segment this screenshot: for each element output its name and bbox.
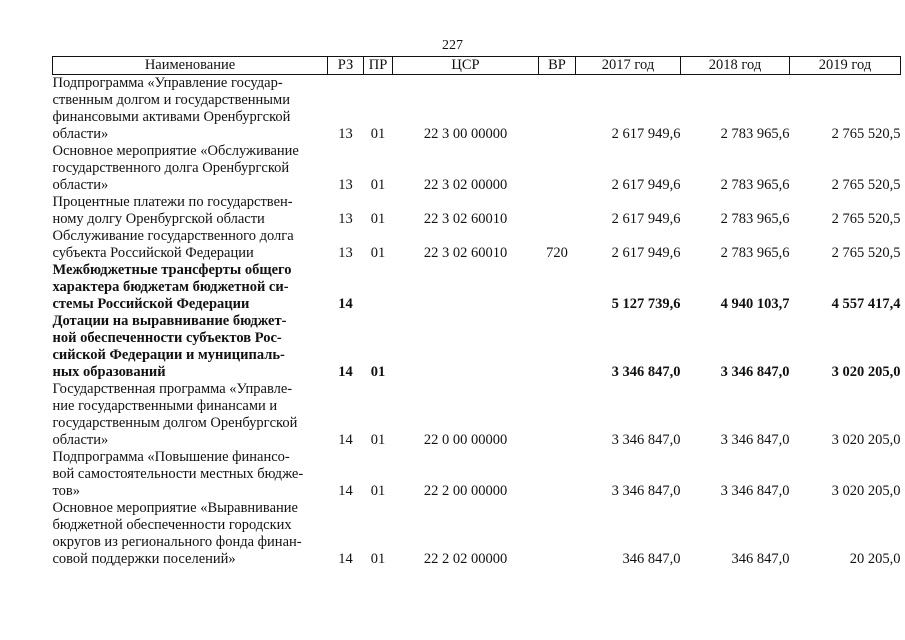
row-name: Дотации на выравнивание бюджет- ной обеспеченности субъектов Рос- сийской Федерации и муниципаль- ных образований	[52, 313, 287, 380]
row-rz: 13	[338, 177, 353, 193]
row-name: Подпрограмма «Управление государ- ственным долгом и государственными финансовыми активами Оренбургской области»	[52, 75, 291, 142]
row-2018: 3 346 847,0	[720, 364, 790, 380]
row-vr	[539, 500, 576, 568]
row-pr: 01	[370, 551, 386, 567]
row-2018: 2 783 965,6	[720, 177, 790, 193]
row-2017: 2 617 949,6	[611, 177, 681, 193]
row-2017: 2 617 949,6	[611, 245, 681, 261]
row-vr	[539, 75, 576, 144]
row-rz: 14	[338, 364, 353, 380]
row-vr	[539, 449, 576, 500]
row-2019: 2 765 520,5	[831, 245, 901, 261]
row-pr: 01	[370, 126, 386, 142]
row-2019: 4 557 417,4	[831, 296, 901, 312]
table-row	[53, 143, 901, 194]
row-vr	[539, 143, 576, 194]
row-2019: 20 205,0	[849, 551, 901, 567]
row-2019: 3 020 205,0	[831, 483, 901, 499]
table-row	[53, 262, 901, 313]
row-name: Обслуживание государственного долга субъекта Российской Федерации	[52, 228, 294, 261]
row-csr: 22 2 00 00000	[423, 483, 508, 499]
row-pr: 01	[370, 245, 386, 261]
row-csr	[393, 262, 539, 313]
row-2017: 3 346 847,0	[611, 364, 681, 380]
table-row	[53, 194, 901, 228]
row-2018: 2 783 965,6	[720, 211, 790, 227]
row-rz: 14	[338, 296, 353, 312]
row-2018: 346 847,0	[731, 551, 790, 567]
table-row	[53, 449, 901, 500]
row-vr	[539, 381, 576, 449]
table-body	[53, 75, 901, 569]
row-name: Подпрограмма «Повышение финансо- вой самостоятельности местных бюдже- тов»	[52, 449, 304, 499]
row-2019: 3 020 205,0	[831, 364, 901, 380]
row-csr: 22 3 00 00000	[423, 126, 508, 142]
row-vr	[539, 262, 576, 313]
row-pr: 01	[370, 364, 386, 380]
table-row	[53, 228, 901, 262]
header-2019: 2019 год	[790, 57, 901, 75]
budget-table	[52, 56, 901, 568]
header-name: Наименование	[53, 57, 328, 75]
header-csr: ЦСР	[393, 57, 539, 75]
page-number: 227	[442, 38, 463, 53]
header-2018: 2018 год	[681, 57, 790, 75]
row-rz: 14	[338, 432, 353, 448]
header-rz: РЗ	[328, 57, 364, 75]
row-vr: 720	[546, 245, 568, 261]
row-name: Основное мероприятие «Обслуживание государственного долга Оренбургской области»	[52, 143, 299, 193]
row-vr	[539, 194, 576, 228]
header-pr: ПР	[364, 57, 393, 75]
row-csr	[393, 313, 539, 381]
row-name: Основное мероприятие «Выравнивание бюджетной обеспеченности городских округов из регионального фонда финан- совой поддержки поселений»	[52, 500, 302, 567]
row-pr: 01	[370, 483, 386, 499]
row-2017: 2 617 949,6	[611, 211, 681, 227]
row-pr: 01	[370, 211, 386, 227]
header-2017: 2017 год	[576, 57, 681, 75]
table-row	[53, 75, 901, 144]
row-rz: 13	[338, 245, 353, 261]
header-vr: ВР	[539, 57, 576, 75]
row-csr: 22 3 02 60010	[423, 211, 508, 227]
row-rz: 13	[338, 211, 353, 227]
row-2017: 5 127 739,6	[611, 296, 681, 312]
row-2019: 2 765 520,5	[831, 126, 901, 142]
row-pr: 01	[370, 432, 386, 448]
row-2019: 2 765 520,5	[831, 211, 901, 227]
row-name: Процентные платежи по государствен- ному долгу Оренбургской области	[52, 194, 293, 227]
table-row	[53, 313, 901, 381]
row-csr: 22 3 02 60010	[423, 245, 508, 261]
row-2019: 3 020 205,0	[831, 432, 901, 448]
row-rz: 13	[338, 126, 353, 142]
row-rz: 14	[338, 483, 353, 499]
row-csr: 22 3 02 00000	[423, 177, 508, 193]
row-2017: 3 346 847,0	[611, 432, 681, 448]
row-csr: 22 2 02 00000	[423, 551, 508, 567]
row-2018: 3 346 847,0	[720, 483, 790, 499]
table-row	[53, 381, 901, 449]
row-pr: 01	[370, 177, 386, 193]
row-name: Государственная программа «Управле- ние государственными финансами и государственным долгом Оренбургской области»	[52, 381, 298, 448]
row-2018: 2 783 965,6	[720, 126, 790, 142]
row-name: Межбюджетные трансферты общего характера бюджетам бюджетной си- стемы Российской Федерации	[52, 262, 292, 312]
table-header	[53, 57, 901, 75]
table-row	[53, 500, 901, 568]
row-2019: 2 765 520,5	[831, 177, 901, 193]
row-rz: 14	[338, 551, 353, 567]
row-2017: 2 617 949,6	[611, 126, 681, 142]
row-2017: 3 346 847,0	[611, 483, 681, 499]
row-2018: 4 940 103,7	[720, 296, 790, 312]
row-2018: 2 783 965,6	[720, 245, 790, 261]
row-csr: 22 0 00 00000	[423, 432, 508, 448]
row-pr	[364, 262, 393, 313]
row-2018: 3 346 847,0	[720, 432, 790, 448]
row-vr	[539, 313, 576, 381]
row-2017: 346 847,0	[622, 551, 681, 567]
